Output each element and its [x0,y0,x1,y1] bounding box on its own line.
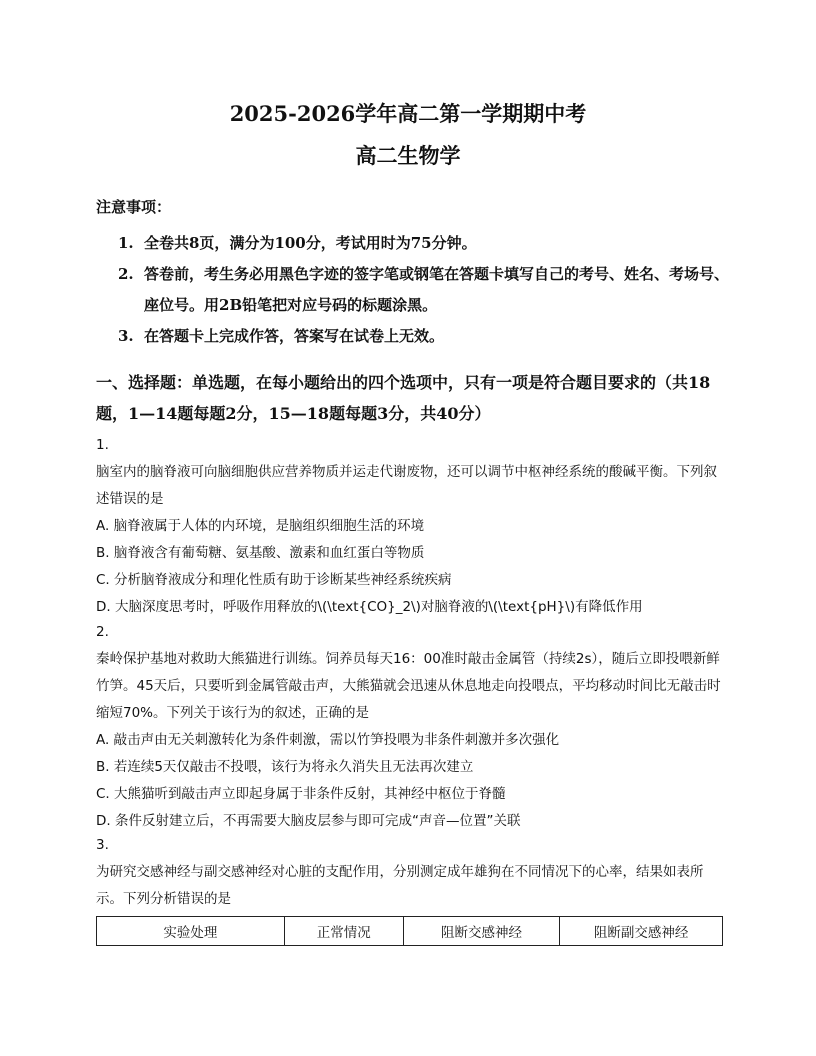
option-c: C. 大熊猫听到敲击声立即起身属于非条件反射，其神经中枢位于脊髓 [96,786,506,802]
table-header-cell: 阻断副交感神经 [560,917,723,946]
note-number: 3. [118,327,134,345]
note-text: 答卷前，考生务必用黑色字迹的签字笔或钢笔在答题卡填写自己的考号、姓名、考场号、座位号。用2B铅笔把对应号码的标题涂黑。 [144,265,730,314]
note-item [118,228,738,259]
question-stem: 秦岭保护基地对救助大熊猫进行训练。饲养员每天16：00准时敲击金属管（持续2s），随后立即投喂新鲜竹笋。45天后，只要听到金属管敲击声，大熊猫就会迅速从休息地走向投喂点，平均移动时间比无敲击时缩短70%。下列关于该行为的叙述，正确的是 [96,651,721,721]
exam-title: 2025-2026学年高二第一学期期中考 [229,101,587,126]
option-d: D. 条件反射建立后，不再需要大脑皮层参与即可完成“声音—位置”关联 [96,813,521,829]
note-number: 1. [118,234,134,252]
question-number: 2. [96,624,109,640]
question-stem: 为研究交感神经与副交感神经对心脏的支配作用，分别测定成年雄狗在不同情况下的心率，结果如表所示。下列分析错误的是 [96,864,704,907]
table-header-cell: 实验处理 [97,917,285,946]
note-text: 在答题卡上完成作答，答案写在试卷上无效。 [144,327,445,345]
option-b: B. 脑脊液含有葡萄糖、氨基酸、激素和血红蛋白等物质 [96,545,425,561]
exam-subject: 高二生物学 [355,143,461,168]
section-heading: 一、选择题：单选题，在每小题给出的四个选项中，只有一项是符合题目要求的（共18题，1—14题每题2分，15—18题每题3分，共40分） [96,373,711,423]
heart-rate-table [96,916,723,946]
note-number: 2. [118,265,134,283]
table-header-cell: 阻断交感神经 [403,917,560,946]
option-a: A. 脑脊液属于人体的内环境，是脑组织细胞生活的环境 [96,518,425,534]
note-text: 全卷共8页，满分为100分，考试用时为75分钟。 [144,234,477,252]
question-2 [96,619,726,835]
question-3 [96,832,726,913]
table-header-cell: 正常情况 [284,917,403,946]
notes-heading: 注意事项： [96,198,172,216]
note-item [118,321,738,352]
option-a: A. 敲击声由无关刺激转化为条件刺激，需以竹笋投喂为非条件刺激并多次强化 [96,732,560,748]
notes-list [118,228,738,352]
option-d: D. 大脑深度思考时，呼吸作用释放的\(\text{CO}_2\)对脑脊液的\(\text{pH}\)有降低作用 [96,599,643,615]
option-b: B. 若连续5天仅敲击不投喂，该行为将永久消失且无法再次建立 [96,759,474,775]
question-stem: 脑室内的脑脊液可向脑细胞供应营养物质并运走代谢废物，还可以调节中枢神经系统的酸碱平衡。下列叙述错误的是 [96,464,717,507]
note-item [118,259,738,321]
question-number: 3. [96,837,109,853]
option-c: C. 分析脑脊液成分和理化性质有助于诊断某些神经系统疾病 [96,572,452,588]
table-header-row [97,917,723,946]
question-number: 1. [96,437,109,453]
question-1 [96,432,726,621]
